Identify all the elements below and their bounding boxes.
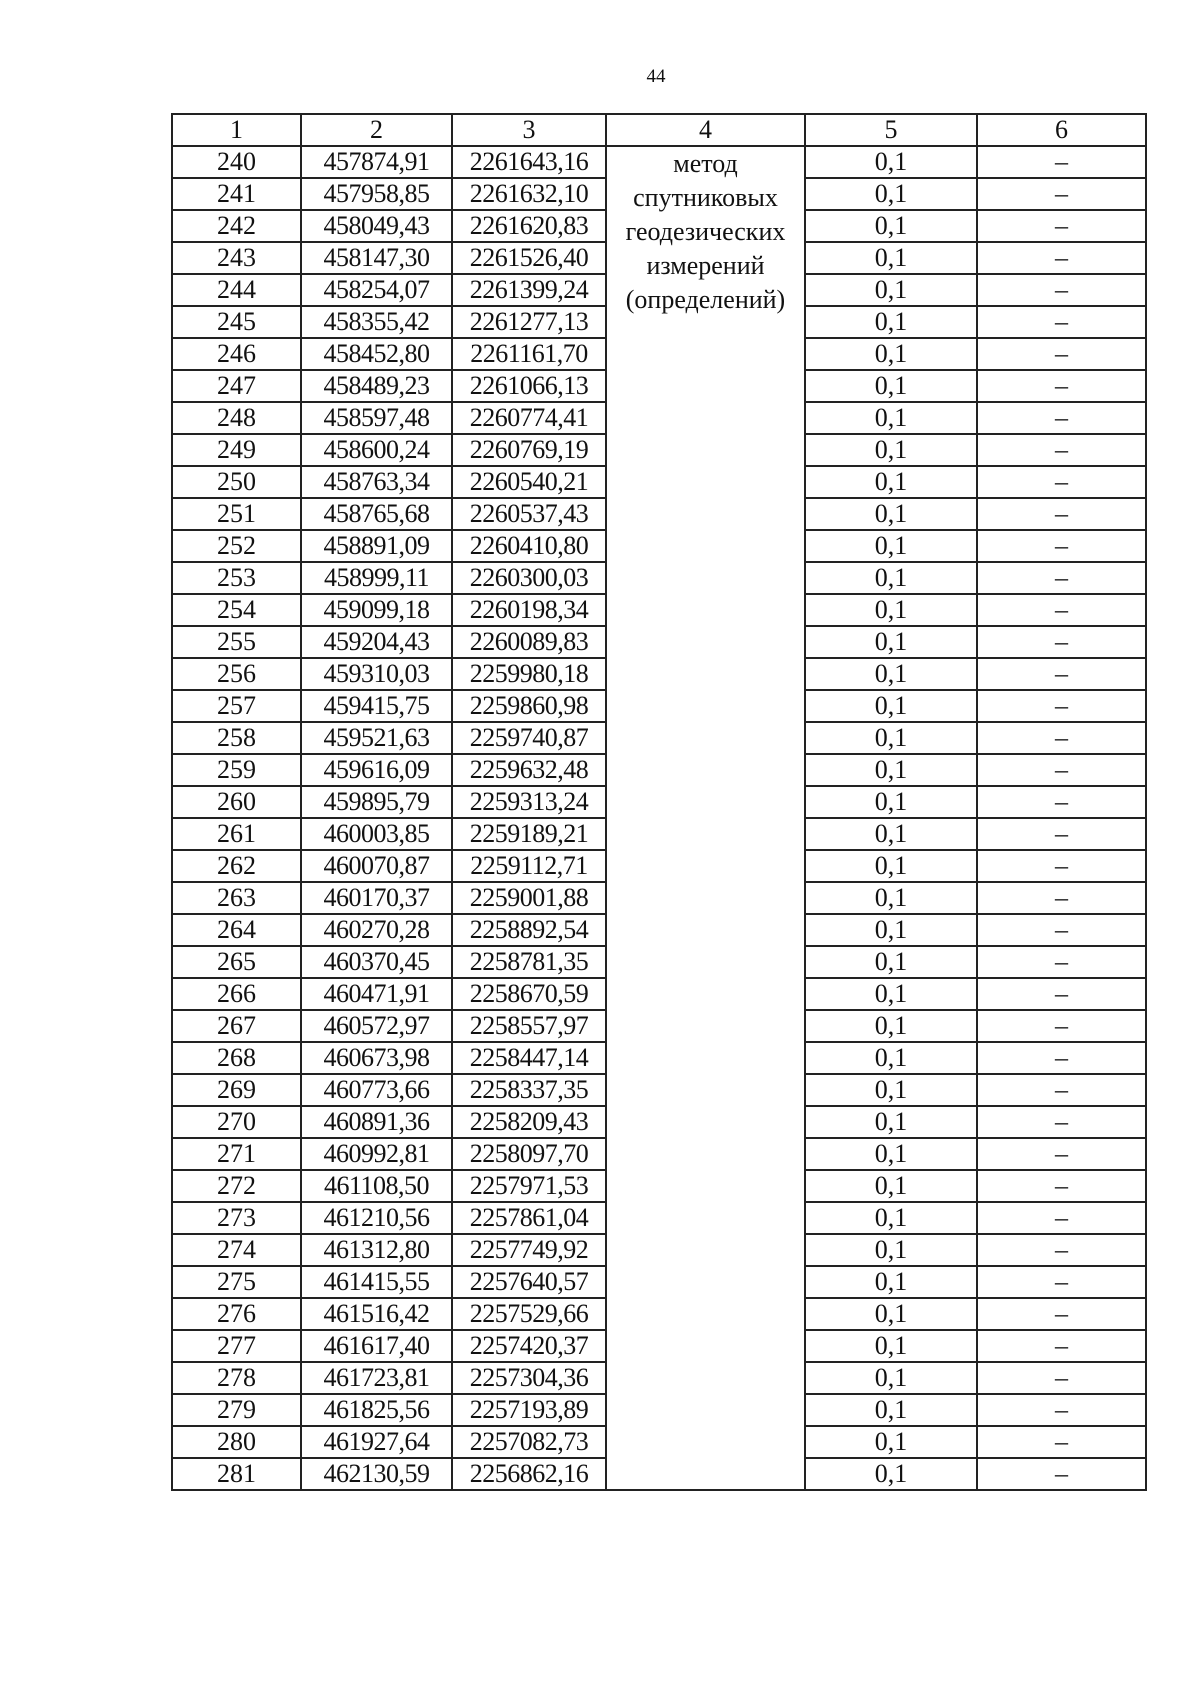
- point-number-cell: 273: [172, 1202, 301, 1234]
- extra-cell: –: [977, 754, 1146, 786]
- x-coordinate-cell: 460673,98: [301, 1042, 452, 1074]
- x-coordinate-cell: 459204,43: [301, 626, 452, 658]
- header-cell-3: 3: [452, 114, 606, 146]
- point-number-cell: 261: [172, 818, 301, 850]
- point-number-cell: 271: [172, 1138, 301, 1170]
- accuracy-cell: 0,1: [805, 1298, 977, 1330]
- y-coordinate-cell: 2261066,13: [452, 370, 606, 402]
- accuracy-cell: 0,1: [805, 1394, 977, 1426]
- y-coordinate-cell: 2260410,80: [452, 530, 606, 562]
- x-coordinate-cell: 458254,07: [301, 274, 452, 306]
- accuracy-cell: 0,1: [805, 978, 977, 1010]
- accuracy-cell: 0,1: [805, 722, 977, 754]
- y-coordinate-cell: 2257529,66: [452, 1298, 606, 1330]
- x-coordinate-cell: 460370,45: [301, 946, 452, 978]
- extra-cell: –: [977, 338, 1146, 370]
- point-number-cell: 257: [172, 690, 301, 722]
- accuracy-cell: 0,1: [805, 274, 977, 306]
- point-number-cell: 242: [172, 210, 301, 242]
- header-cell-4: 4: [606, 114, 805, 146]
- accuracy-cell: 0,1: [805, 306, 977, 338]
- x-coordinate-cell: 458597,48: [301, 402, 452, 434]
- accuracy-cell: 0,1: [805, 1330, 977, 1362]
- extra-cell: –: [977, 242, 1146, 274]
- x-coordinate-cell: 458489,23: [301, 370, 452, 402]
- y-coordinate-cell: 2259980,18: [452, 658, 606, 690]
- x-coordinate-cell: 460992,81: [301, 1138, 452, 1170]
- extra-cell: –: [977, 178, 1146, 210]
- extra-cell: –: [977, 1234, 1146, 1266]
- accuracy-cell: 0,1: [805, 818, 977, 850]
- accuracy-cell: 0,1: [805, 1042, 977, 1074]
- y-coordinate-cell: 2258447,14: [452, 1042, 606, 1074]
- x-coordinate-cell: 461415,55: [301, 1266, 452, 1298]
- header-cell-5: 5: [805, 114, 977, 146]
- accuracy-cell: 0,1: [805, 338, 977, 370]
- extra-cell: –: [977, 946, 1146, 978]
- point-number-cell: 281: [172, 1458, 301, 1490]
- extra-cell: –: [977, 562, 1146, 594]
- x-coordinate-cell: 458147,30: [301, 242, 452, 274]
- x-coordinate-cell: 460773,66: [301, 1074, 452, 1106]
- point-number-cell: 269: [172, 1074, 301, 1106]
- accuracy-cell: 0,1: [805, 242, 977, 274]
- y-coordinate-cell: 2259632,48: [452, 754, 606, 786]
- x-coordinate-cell: 461108,50: [301, 1170, 452, 1202]
- accuracy-cell: 0,1: [805, 594, 977, 626]
- point-number-cell: 251: [172, 498, 301, 530]
- extra-cell: –: [977, 1074, 1146, 1106]
- extra-cell: –: [977, 498, 1146, 530]
- point-number-cell: 246: [172, 338, 301, 370]
- y-coordinate-cell: 2261161,70: [452, 338, 606, 370]
- extra-cell: –: [977, 818, 1146, 850]
- y-coordinate-cell: 2260537,43: [452, 498, 606, 530]
- y-coordinate-cell: 2261632,10: [452, 178, 606, 210]
- x-coordinate-cell: 459310,03: [301, 658, 452, 690]
- accuracy-cell: 0,1: [805, 946, 977, 978]
- x-coordinate-cell: 459895,79: [301, 786, 452, 818]
- extra-cell: –: [977, 530, 1146, 562]
- y-coordinate-cell: 2259740,87: [452, 722, 606, 754]
- method-line: метод: [673, 149, 738, 178]
- extra-cell: –: [977, 1138, 1146, 1170]
- accuracy-cell: 0,1: [805, 210, 977, 242]
- x-coordinate-cell: 460170,37: [301, 882, 452, 914]
- y-coordinate-cell: 2257420,37: [452, 1330, 606, 1362]
- extra-cell: –: [977, 850, 1146, 882]
- point-number-cell: 254: [172, 594, 301, 626]
- accuracy-cell: 0,1: [805, 1010, 977, 1042]
- extra-cell: –: [977, 210, 1146, 242]
- table-body: [172, 146, 1146, 1490]
- x-coordinate-cell: 458765,68: [301, 498, 452, 530]
- point-number-cell: 280: [172, 1426, 301, 1458]
- extra-cell: –: [977, 882, 1146, 914]
- accuracy-cell: 0,1: [805, 754, 977, 786]
- extra-cell: –: [977, 594, 1146, 626]
- y-coordinate-cell: 2257640,57: [452, 1266, 606, 1298]
- y-coordinate-cell: 2257749,92: [452, 1234, 606, 1266]
- extra-cell: –: [977, 274, 1146, 306]
- extra-cell: –: [977, 1426, 1146, 1458]
- accuracy-cell: 0,1: [805, 178, 977, 210]
- accuracy-cell: 0,1: [805, 690, 977, 722]
- y-coordinate-cell: 2257861,04: [452, 1202, 606, 1234]
- x-coordinate-cell: 460891,36: [301, 1106, 452, 1138]
- y-coordinate-cell: 2258781,35: [452, 946, 606, 978]
- accuracy-cell: 0,1: [805, 1138, 977, 1170]
- accuracy-cell: 0,1: [805, 1106, 977, 1138]
- point-number-cell: 266: [172, 978, 301, 1010]
- x-coordinate-cell: 459616,09: [301, 754, 452, 786]
- x-coordinate-cell: 461723,81: [301, 1362, 452, 1394]
- extra-cell: –: [977, 1202, 1146, 1234]
- x-coordinate-cell: 458763,34: [301, 466, 452, 498]
- extra-cell: –: [977, 434, 1146, 466]
- accuracy-cell: 0,1: [805, 1202, 977, 1234]
- accuracy-cell: 0,1: [805, 1170, 977, 1202]
- y-coordinate-cell: 2257082,73: [452, 1426, 606, 1458]
- point-number-cell: 253: [172, 562, 301, 594]
- page-number: 44: [646, 66, 666, 87]
- y-coordinate-cell: 2259189,21: [452, 818, 606, 850]
- x-coordinate-cell: 461210,56: [301, 1202, 452, 1234]
- y-coordinate-cell: 2260300,03: [452, 562, 606, 594]
- x-coordinate-cell: 460471,91: [301, 978, 452, 1010]
- y-coordinate-cell: 2257304,36: [452, 1362, 606, 1394]
- x-coordinate-cell: 458891,09: [301, 530, 452, 562]
- accuracy-cell: 0,1: [805, 530, 977, 562]
- accuracy-cell: 0,1: [805, 626, 977, 658]
- extra-cell: –: [977, 370, 1146, 402]
- y-coordinate-cell: 2260769,19: [452, 434, 606, 466]
- header-cell-2: 2: [301, 114, 452, 146]
- x-coordinate-cell: 460070,87: [301, 850, 452, 882]
- y-coordinate-cell: 2261620,83: [452, 210, 606, 242]
- extra-cell: –: [977, 1394, 1146, 1426]
- extra-cell: –: [977, 690, 1146, 722]
- extra-cell: –: [977, 1330, 1146, 1362]
- method-line: (определений): [625, 285, 786, 314]
- accuracy-cell: 0,1: [805, 1266, 977, 1298]
- y-coordinate-cell: 2259860,98: [452, 690, 606, 722]
- accuracy-cell: 0,1: [805, 1426, 977, 1458]
- extra-cell: –: [977, 1362, 1146, 1394]
- x-coordinate-cell: 460270,28: [301, 914, 452, 946]
- accuracy-cell: 0,1: [805, 786, 977, 818]
- x-coordinate-cell: 457958,85: [301, 178, 452, 210]
- extra-cell: –: [977, 1458, 1146, 1490]
- extra-cell: –: [977, 466, 1146, 498]
- point-number-cell: 255: [172, 626, 301, 658]
- x-coordinate-cell: 462130,59: [301, 1458, 452, 1490]
- point-number-cell: 241: [172, 178, 301, 210]
- accuracy-cell: 0,1: [805, 850, 977, 882]
- method-cell: [606, 146, 805, 1490]
- accuracy-cell: 0,1: [805, 370, 977, 402]
- point-number-cell: 274: [172, 1234, 301, 1266]
- extra-cell: –: [977, 914, 1146, 946]
- x-coordinate-cell: 458049,43: [301, 210, 452, 242]
- x-coordinate-cell: 461617,40: [301, 1330, 452, 1362]
- accuracy-cell: 0,1: [805, 562, 977, 594]
- x-coordinate-cell: 459521,63: [301, 722, 452, 754]
- x-coordinate-cell: 461312,80: [301, 1234, 452, 1266]
- point-number-cell: 270: [172, 1106, 301, 1138]
- y-coordinate-cell: 2258097,70: [452, 1138, 606, 1170]
- point-number-cell: 252: [172, 530, 301, 562]
- header-cell-6: 6: [977, 114, 1146, 146]
- method-line: спутниковых: [633, 183, 778, 212]
- point-number-cell: 278: [172, 1362, 301, 1394]
- extra-cell: –: [977, 146, 1146, 178]
- extra-cell: –: [977, 306, 1146, 338]
- accuracy-cell: 0,1: [805, 1458, 977, 1490]
- extra-cell: –: [977, 1042, 1146, 1074]
- y-coordinate-cell: 2258209,43: [452, 1106, 606, 1138]
- extra-cell: –: [977, 1010, 1146, 1042]
- point-number-cell: 263: [172, 882, 301, 914]
- point-number-cell: 277: [172, 1330, 301, 1362]
- x-coordinate-cell: 460003,85: [301, 818, 452, 850]
- point-number-cell: 262: [172, 850, 301, 882]
- extra-cell: –: [977, 658, 1146, 690]
- y-coordinate-cell: 2258337,35: [452, 1074, 606, 1106]
- y-coordinate-cell: 2257193,89: [452, 1394, 606, 1426]
- accuracy-cell: 0,1: [805, 882, 977, 914]
- accuracy-cell: 0,1: [805, 914, 977, 946]
- point-number-cell: 268: [172, 1042, 301, 1074]
- table-header-row: [172, 114, 1146, 146]
- x-coordinate-cell: 458600,24: [301, 434, 452, 466]
- point-number-cell: 249: [172, 434, 301, 466]
- accuracy-cell: 0,1: [805, 1234, 977, 1266]
- x-coordinate-cell: 461516,42: [301, 1298, 452, 1330]
- x-coordinate-cell: 457874,91: [301, 146, 452, 178]
- y-coordinate-cell: 2260774,41: [452, 402, 606, 434]
- y-coordinate-cell: 2260198,34: [452, 594, 606, 626]
- method-line: измерений: [646, 251, 765, 280]
- accuracy-cell: 0,1: [805, 1362, 977, 1394]
- point-number-cell: 279: [172, 1394, 301, 1426]
- point-number-cell: 264: [172, 914, 301, 946]
- y-coordinate-cell: 2258892,54: [452, 914, 606, 946]
- coordinates-table: [171, 113, 1147, 1491]
- y-coordinate-cell: 2261399,24: [452, 274, 606, 306]
- method-line: геодезических: [625, 217, 786, 246]
- y-coordinate-cell: 2258557,97: [452, 1010, 606, 1042]
- extra-cell: –: [977, 1106, 1146, 1138]
- point-number-cell: 240: [172, 146, 301, 178]
- x-coordinate-cell: 460572,97: [301, 1010, 452, 1042]
- y-coordinate-cell: 2260089,83: [452, 626, 606, 658]
- point-number-cell: 243: [172, 242, 301, 274]
- accuracy-cell: 0,1: [805, 402, 977, 434]
- y-coordinate-cell: 2261526,40: [452, 242, 606, 274]
- table-row: [172, 146, 1146, 178]
- x-coordinate-cell: 458452,80: [301, 338, 452, 370]
- x-coordinate-cell: 459099,18: [301, 594, 452, 626]
- extra-cell: –: [977, 402, 1146, 434]
- y-coordinate-cell: 2261277,13: [452, 306, 606, 338]
- accuracy-cell: 0,1: [805, 1074, 977, 1106]
- point-number-cell: 245: [172, 306, 301, 338]
- y-coordinate-cell: 2259313,24: [452, 786, 606, 818]
- point-number-cell: 259: [172, 754, 301, 786]
- extra-cell: –: [977, 626, 1146, 658]
- y-coordinate-cell: 2256862,16: [452, 1458, 606, 1490]
- x-coordinate-cell: 458999,11: [301, 562, 452, 594]
- y-coordinate-cell: 2261643,16: [452, 146, 606, 178]
- y-coordinate-cell: 2258670,59: [452, 978, 606, 1010]
- point-number-cell: 248: [172, 402, 301, 434]
- point-number-cell: 256: [172, 658, 301, 690]
- accuracy-cell: 0,1: [805, 658, 977, 690]
- extra-cell: –: [977, 1298, 1146, 1330]
- point-number-cell: 267: [172, 1010, 301, 1042]
- extra-cell: –: [977, 1170, 1146, 1202]
- point-number-cell: 244: [172, 274, 301, 306]
- point-number-cell: 276: [172, 1298, 301, 1330]
- point-number-cell: 250: [172, 466, 301, 498]
- header-cell-1: 1: [172, 114, 301, 146]
- y-coordinate-cell: 2260540,21: [452, 466, 606, 498]
- point-number-cell: 272: [172, 1170, 301, 1202]
- accuracy-cell: 0,1: [805, 146, 977, 178]
- accuracy-cell: 0,1: [805, 466, 977, 498]
- x-coordinate-cell: 461927,64: [301, 1426, 452, 1458]
- accuracy-cell: 0,1: [805, 498, 977, 530]
- x-coordinate-cell: 459415,75: [301, 690, 452, 722]
- point-number-cell: 260: [172, 786, 301, 818]
- x-coordinate-cell: 461825,56: [301, 1394, 452, 1426]
- point-number-cell: 275: [172, 1266, 301, 1298]
- y-coordinate-cell: 2257971,53: [452, 1170, 606, 1202]
- accuracy-cell: 0,1: [805, 434, 977, 466]
- point-number-cell: 247: [172, 370, 301, 402]
- y-coordinate-cell: 2259001,88: [452, 882, 606, 914]
- extra-cell: –: [977, 978, 1146, 1010]
- point-number-cell: 258: [172, 722, 301, 754]
- extra-cell: –: [977, 786, 1146, 818]
- y-coordinate-cell: 2259112,71: [452, 850, 606, 882]
- point-number-cell: 265: [172, 946, 301, 978]
- x-coordinate-cell: 458355,42: [301, 306, 452, 338]
- extra-cell: –: [977, 722, 1146, 754]
- extra-cell: –: [977, 1266, 1146, 1298]
